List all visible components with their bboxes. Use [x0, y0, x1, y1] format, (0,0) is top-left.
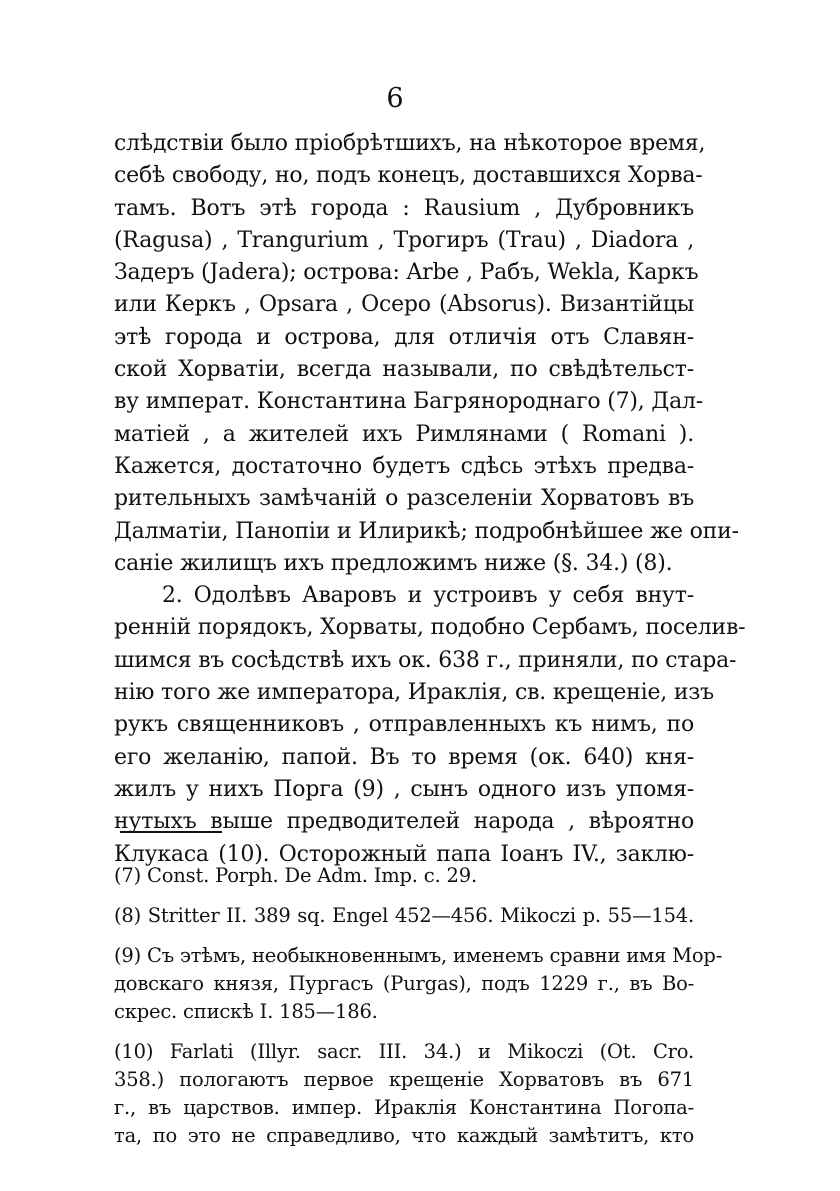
text-line: его желанію, папой. Въ то время (ок. 640) кня-: [114, 744, 694, 770]
text-line: Далматіи, Панопіи и Илирикѣ; подробнѣйшее же опи-: [114, 518, 739, 544]
text-line: или Керкъ , Opsara , Осеро (Absorus). Византійцы: [114, 292, 694, 318]
text-line: Клукаса (10). Осторожный папа Іоанъ IV., заклю-: [114, 841, 694, 867]
text-line: шимся въ сосѣдствѣ ихъ ок. 638 г., приняли, по стара-: [114, 647, 737, 673]
footnote-line: 358.) пологаютъ первое крещеніе Хорватовъ въ 671: [114, 1068, 694, 1091]
footnote-7: [114, 862, 694, 890]
text-line: ренній порядокъ, Хорваты, подобно Сербамъ, поселив-: [114, 615, 746, 641]
main-text: [114, 128, 746, 871]
footnote-9: [114, 942, 723, 1026]
text-line: нію того же императора, Ираклія, св. крещеніе, изъ: [114, 680, 714, 706]
footnote-line: г., въ царствов. импер. Ираклія Константина Погопа-: [114, 1096, 694, 1119]
footnote-line: (9) Съ этѣмъ, необыкновеннымъ, именемъ сравни имя Мор-: [114, 944, 723, 967]
footnote-divider: [120, 831, 222, 833]
page-number: 6: [386, 83, 404, 114]
text-line: рительныхъ замѣчаній о разселеніи Хорватовъ въ: [114, 486, 694, 512]
text-line: матіей , а жителей ихъ Римлянами ( Romani ).: [114, 421, 694, 447]
footnote-line: (7) Const. Porph. De Adm. Imp. c. 29.: [114, 864, 477, 887]
footnote-10: [114, 1038, 694, 1150]
footnotes: [114, 862, 723, 1162]
text-line: саніе жилищъ ихъ предложимъ ниже (§. 34.) (8).: [114, 550, 673, 576]
footnote-line: скрес. спискѣ I. 185—186.: [114, 1000, 378, 1023]
text-line: этѣ города и острова, для отличія отъ Славян-: [114, 324, 694, 350]
text-line: себѣ свободу, но, подъ конецъ, доставшихся Хорва-: [114, 163, 703, 189]
text-line: нутыхъ выше предводителей народа , вѣроятно: [114, 809, 694, 835]
footnote-line: довскаго князя, Пургасъ (Purgas), подъ 1229 г., въ Во-: [114, 972, 694, 995]
footnote-line: та, по это не справедливо, что каждый замѣтитъ, кто: [114, 1124, 694, 1147]
text-line: 2. Одолѣвъ Аваровъ и устроивъ у себя внут-: [162, 583, 694, 609]
footnote-line: (10) Farlati (Illyr. sacr. III. 34.) и Mikoczi (Ot. Cro.: [114, 1040, 694, 1063]
text-line: тамъ. Вотъ этѣ города : Rausium , Дубровникъ: [114, 195, 694, 221]
text-line: рукъ священниковъ , отправленныхъ къ нимъ, по: [114, 712, 694, 738]
text-line: (Ragusa) , Trangurium , Трогиръ (Trau) , Diadora ,: [114, 227, 694, 253]
text-line: Кажется, достаточно будетъ сдѣсь этѣхъ предва-: [114, 453, 694, 479]
text-line: ской Хорватіи, всегда называли, по свѣдѣтельст-: [114, 357, 694, 383]
text-line: Задеръ (Jadera); острова: Arbe , Рабъ, Wekla, Каркъ: [114, 260, 699, 286]
text-line: слѣдствіи было пріобрѣтшихъ, на нѣкоторое время,: [114, 131, 706, 156]
footnote-line: (8) Stritter II. 389 sq. Engel 452—456. Mikoczi p. 55—154.: [114, 904, 694, 927]
text-line: жилъ у нихъ Порга (9) , сынъ одного изъ упомя-: [114, 776, 694, 802]
footnote-8: [114, 902, 694, 930]
text-line: ву императ. Константина Багрянороднаго (7), Дал-: [114, 389, 704, 415]
